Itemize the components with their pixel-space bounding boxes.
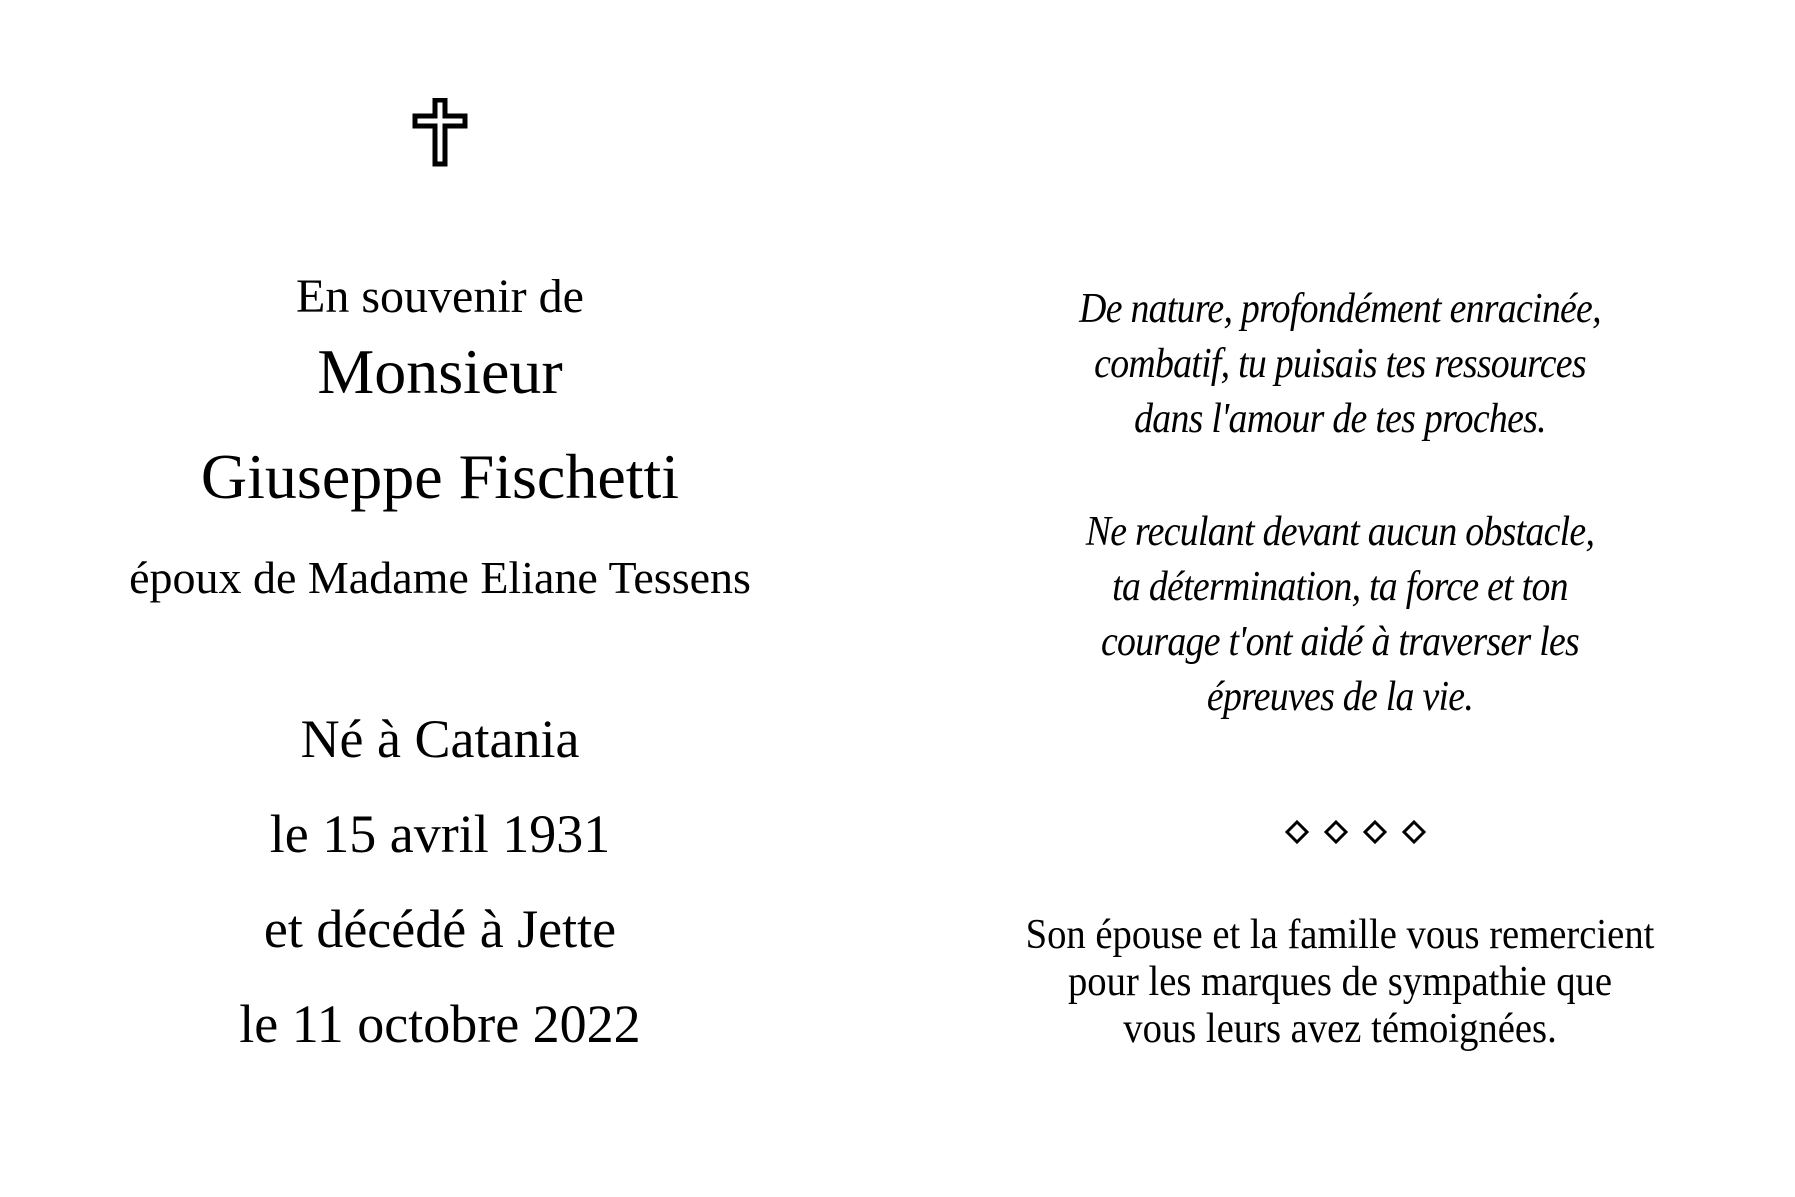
poem-stanza-2 <box>980 505 1700 725</box>
deceased-name: Giuseppe Fischetti <box>200 441 680 512</box>
left-memorial-panel <box>40 0 840 1197</box>
thanks-line: Son épouse et la famille vous remercient <box>1025 912 1655 958</box>
poem-line: dans l'amour de tes proches. <box>1134 396 1546 442</box>
poem-line: combatif, tu puisais tes ressources <box>1094 341 1586 387</box>
poem-stanza-1 <box>980 282 1700 447</box>
thanks-line: vous leurs avez témoignées. <box>1123 1006 1557 1052</box>
poem-line: ta détermination, ta force et ton <box>1112 564 1568 610</box>
latin-cross-icon <box>410 98 470 168</box>
family-thanks <box>972 912 1708 1053</box>
poem-line: épreuves de la vie. <box>1206 674 1474 720</box>
birthplace-line: Né à Catania <box>300 709 580 769</box>
deathdate-line: le 11 octobre 2022 <box>239 994 641 1054</box>
poem-line: Ne reculant devant aucun obstacle, <box>1085 509 1595 555</box>
birthdate-line: le 15 avril 1931 <box>269 804 611 864</box>
right-memorial-panel <box>940 0 1740 1197</box>
spouse-line: époux de Madame Eliane Tessens <box>129 552 751 603</box>
diamond-separator-icon <box>940 816 1740 850</box>
memorial-intro: En souvenir de <box>296 270 584 323</box>
thanks-line: pour les marques de sympathie que <box>1067 959 1613 1005</box>
honorific-title: Monsieur <box>317 336 563 407</box>
poem-line: courage t'ont aidé à traverser les <box>1100 619 1580 665</box>
deathplace-line: et décédé à Jette <box>263 899 617 959</box>
poem-line: De nature, profondément enracinée, <box>1079 286 1601 332</box>
